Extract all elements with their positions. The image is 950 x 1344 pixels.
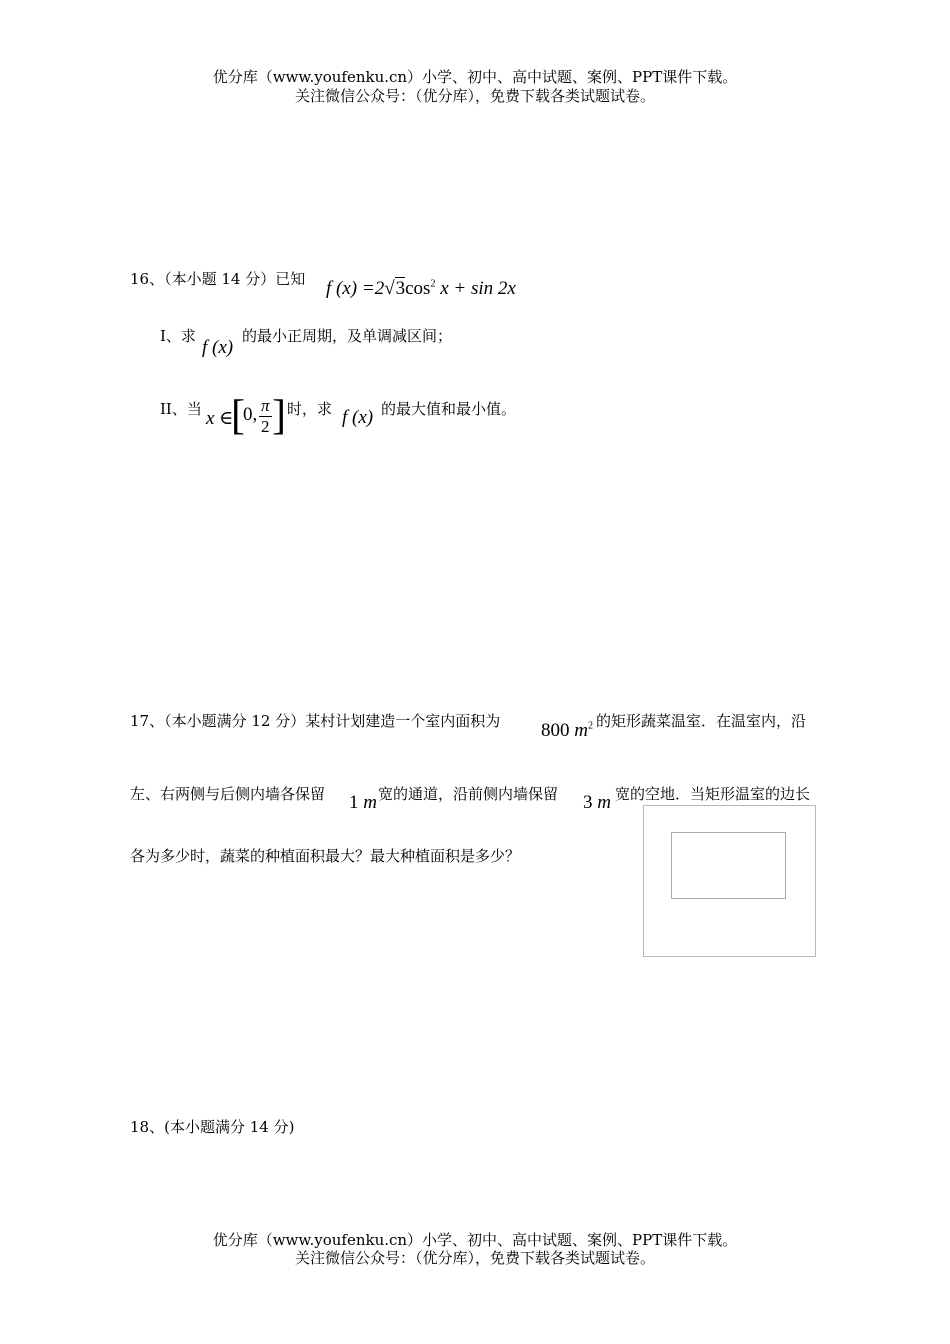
- q17-width-1-value: 1: [349, 792, 359, 813]
- footer-line-1: 优分库（www.youfenku.cn）小学、初中、高中试题、案例、PPT课件下载。: [212, 1231, 738, 1249]
- q16-fraction: [259, 396, 272, 437]
- q17-width-1-unit: m: [363, 792, 377, 813]
- q16-part2-suffix: 的最大值和最小值。: [381, 400, 517, 418]
- q16-part1-fx: f (x): [202, 337, 234, 358]
- q16-right-bracket: ]: [272, 393, 286, 439]
- q16-part1-suffix: 的最小正周期，及单调减区间；: [242, 327, 453, 345]
- header-line-2: 关注微信公众号：（优分库），免费下载各类试题试卷。: [294, 87, 655, 105]
- q16-formula-radicand: 3: [395, 278, 406, 299]
- question-18-stem: 18、(本小题满分 14 分): [130, 1118, 295, 1136]
- q17-width-3m: [583, 792, 611, 814]
- q17-width-1m: [349, 792, 377, 814]
- q17-area: [541, 720, 593, 742]
- q17-area-power: 2: [587, 720, 593, 732]
- q17-line2-b: 宽的通道，沿前侧内墙保留: [378, 785, 559, 803]
- footer-line-2: 关注微信公众号：（优分库），免费下载各类试题试卷。: [294, 1249, 655, 1267]
- header-line-1: 优分库（www.youfenku.cn）小学、初中、高中试题、案例、PPT课件下载。: [212, 68, 738, 86]
- q17-stem-a: 17、（本小题满分 12 分）某村计划建造一个室内面积为: [130, 712, 501, 730]
- q16-part2-lower: 0,: [243, 404, 258, 425]
- q16-fraction-denominator: 2: [261, 417, 270, 436]
- q16-part1-prefix: I、求: [160, 327, 196, 345]
- q16-formula-power: 2: [430, 278, 436, 290]
- q16-stem: 16、（本小题 14 分）已知: [130, 270, 306, 288]
- q16-formula-lhs: f (x) =2: [326, 278, 385, 299]
- q16-part2-x: x ∈: [206, 408, 234, 429]
- q16-formula-rest: x + sin 2x: [435, 278, 516, 299]
- q16-left-bracket: [: [231, 393, 245, 439]
- planting-area-rectangle: [671, 832, 786, 899]
- q17-line2-c: 宽的空地．当矩形温室的边长: [615, 785, 811, 803]
- q16-part2-fx: f (x): [342, 407, 374, 428]
- q16-formula-cos: cos: [405, 278, 431, 299]
- q16-part2-mid: 时，求: [287, 400, 333, 418]
- q17-width-3-unit: m: [597, 792, 611, 813]
- q17-width-3-value: 3: [583, 792, 593, 813]
- q17-line3: 各为多少时，蔬菜的种植面积最大？最大种植面积是多少？: [130, 847, 521, 865]
- q17-area-number: 800: [541, 720, 570, 741]
- q16-fraction-numerator: π: [261, 396, 270, 415]
- q16-part2-prefix: II、当: [160, 400, 202, 418]
- q17-line2-a: 左、右两侧与后侧内墙各保留: [130, 785, 326, 803]
- q17-stem-b: 的矩形蔬菜温室．在温室内，沿: [596, 712, 807, 730]
- q16-formula: f $(x) =2√3\cos^2$ x + sin 2x: [326, 278, 516, 299]
- q17-area-unit: m: [574, 720, 588, 741]
